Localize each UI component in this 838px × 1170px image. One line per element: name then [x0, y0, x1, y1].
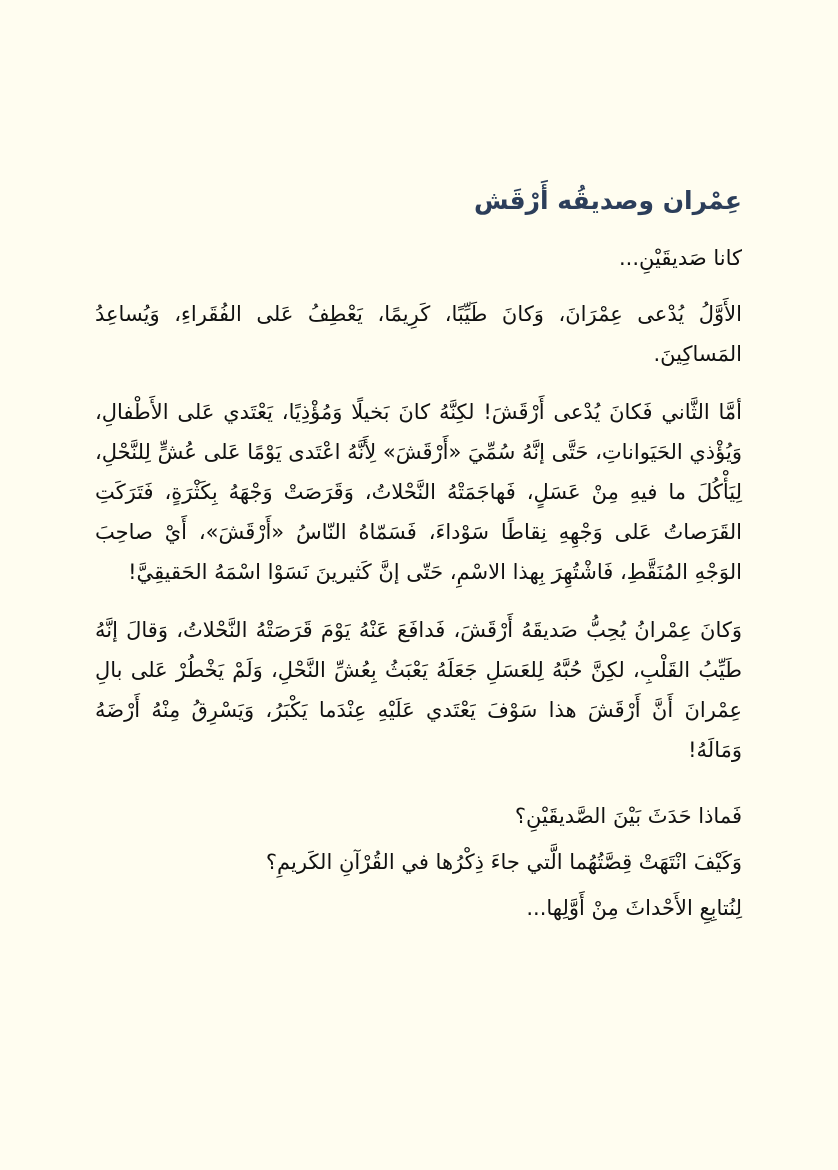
- body-paragraph-1: الأَوَّلُ يُدْعى عِمْرَانَ، وَكانَ طَيِّبًا، كَرِيمًا، يَعْطِفُ عَلى الفُقَراءِ، وَيُساعِدُ المَساكِينَ.: [95, 302, 742, 366]
- closing-block: [95, 796, 742, 928]
- closing-line-3: لِنُتابِعِ الأَحْداثَ مِنْ أَوَّلِها...: [526, 896, 742, 920]
- closing-spacer: [95, 788, 742, 796]
- body-paragraph-3: وَكانَ عِمْرانُ يُحِبُّ صَديقَهُ أَرْقَشَ، فَدافَعَ عَنْهُ يَوْمَ قَرَصَتْهُ النَّحْلاتُ، وَقالَ إنَّهُ طَيِّبُ القَلْبِ، لكِنَّ حُبَّهُ لِلعَسَلِ جَعَلَهُ يَعْبَثُ بِعُشِّ النَّحْلِ، وَلَمْ يَخْطُرْ عَلى بالِ عِمْرانَ أَنَّ أَرْقَشَ هذا سَوْفَ يَعْتَدي عَلَيْهِ عِنْدَما يَكْبَرُ، وَيَسْرِقُ مِنْهُ أَرْضَهُ وَمَالَهُ!: [95, 618, 742, 762]
- closing-line-2: وَكَيْفَ انْتَهَتْ قِصَّتُهُما الَّتي جاءَ ذِكْرُها في القُرْآنِ الكَريمِ؟: [265, 850, 742, 874]
- lede-line: كانا صَديقَيْنِ...: [619, 246, 742, 270]
- closing-line-1: فَماذا حَدَثَ بَيْنَ الصَّديقَيْنِ؟: [514, 804, 742, 828]
- page-title: عِمْران وصديقُه أَرْقَش: [473, 186, 742, 215]
- text-column: [95, 182, 742, 928]
- body-paragraph-2: أمَّا الثَّاني فَكانَ يُدْعى أَرْقَشَ! لكِنَّهُ كانَ بَخيلًا وَمُؤْذِيًا، يَعْتَدي عَلى الأَطْفالِ، وَيُؤْذي الحَيَواناتِ، حَتَّى إنَّهُ سُمِّيَ «أَرْقَشَ» لِأَنَّهُ اعْتَدى يَوْمًا عَلى عُشٍّ لِلنَّحْلِ، لِيَأْكُلَ ما فيهِ مِنْ عَسَلٍ، فَهاجَمَتْهُ النَّحْلاتُ، وَقَرَصَتْ وَجْهَهُ بِكَثْرَةٍ، فَتَرَكَتِ القَرَصاتُ عَلى وَجْهِهِ نِقاطًا سَوْداءَ، فَسَمّاهُ النّاسُ «أَرْقَشَ»، أَيْ صاحِبَ الوَجْهِ المُنَقَّطِ، فَاشْتُهِرَ بِهذا الاسْمِ، حَتّى إنَّ كَثيرينَ نَسَوْا اسْمَهُ الحَقيقِيَّ!: [95, 400, 742, 584]
